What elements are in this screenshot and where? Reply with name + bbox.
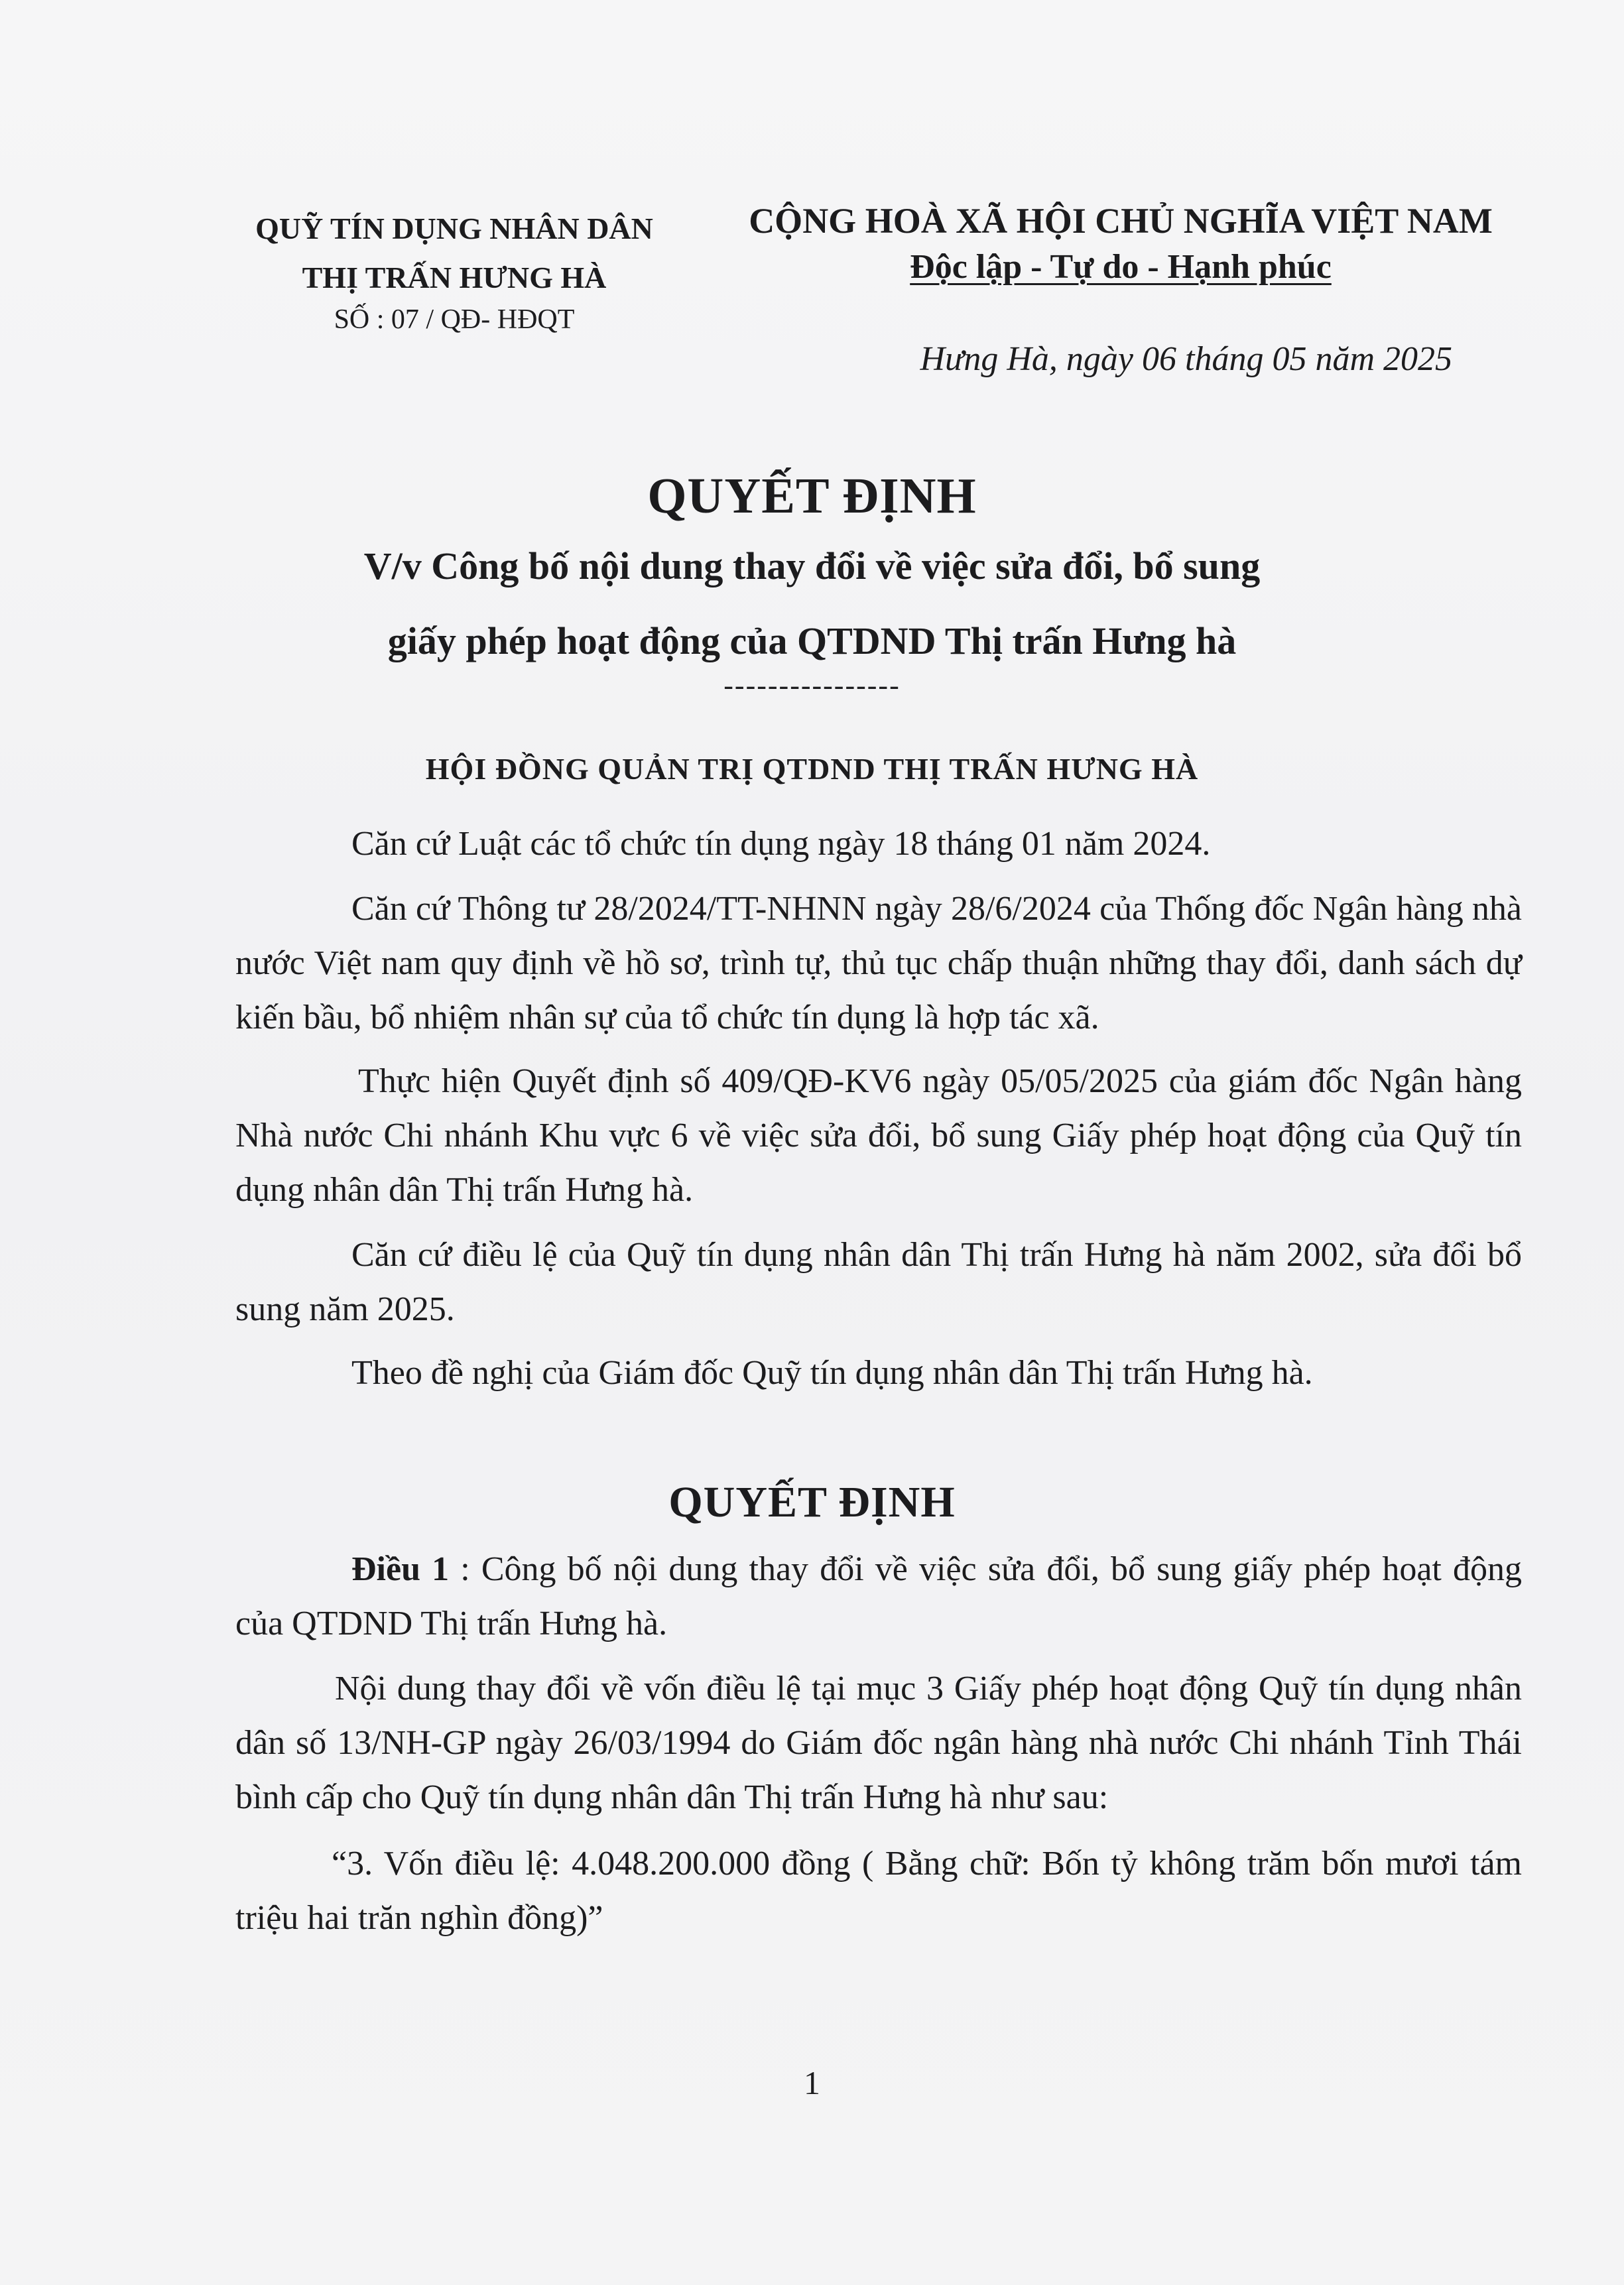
title-separator: ---------------- xyxy=(723,669,901,702)
page-number: 1 xyxy=(804,2064,820,2101)
article-1-text: : Công bố nội dung thay đổi về việc sửa đổi, bổ sung giấy phép hoạt động của QTDND Thị trấn Hưng hà. xyxy=(235,1550,1523,1642)
legal-basis-1: Căn cứ Luật các tổ chức tín dụng ngày 18 tháng 01 năm 2024. xyxy=(351,825,1211,863)
subject-line-1: V/v Công bố nội dung thay đổi về việc sửa đổi, bổ sung xyxy=(363,544,1261,587)
charter-capital: “3. Vốn điều lệ: 4.048.200.000 đồng ( Bằng chữ: Bốn tỷ không trăm bốn mươi tám triệu hai trăn nghìn đồng)” xyxy=(235,1845,1522,1937)
document-number: SỐ : 07 / QĐ- HĐQT xyxy=(334,304,575,335)
article-1-label: Điều 1 xyxy=(351,1550,450,1588)
issuer-location: THỊ TRẤN HƯNG HÀ xyxy=(302,261,607,294)
issuer-name: QUỸ TÍN DỤNG NHÂN DÂN xyxy=(255,212,653,245)
national-motto-text: Độc lập - Tự do - Hạnh phúc xyxy=(910,248,1332,286)
national-motto xyxy=(736,244,1505,290)
issuing-authority: HỘI ĐỒNG QUẢN TRỊ QTDND THỊ TRẤN HƯNG HÀ xyxy=(425,752,1199,786)
decision-heading: QUYẾT ĐỊNH xyxy=(668,1478,956,1526)
change-intro: Nội dung thay đổi về vốn điều lệ tại mục 3 Giấy phép hoạt động Quỹ tín dụng nhân dân số 13/NH-GP ngày 26/03/1994 do Giám đốc ngân hàng nhà nước Chi nhánh Tỉnh Thái bình cấp cho Quỹ tín dụng nhân dân Thị trấn Hưng hà như sau: xyxy=(235,1670,1522,1816)
document-title: QUYẾT ĐỊNH xyxy=(647,468,977,524)
issuer-block xyxy=(235,204,673,302)
legal-basis-4: Căn cứ điều lệ của Quỹ tín dụng nhân dân Thị trấn Hưng hà năm 2002, sửa đổi bổ sung năm 2025. xyxy=(235,1236,1522,1328)
legal-basis-5: Theo đề nghị của Giám đốc Quỹ tín dụng nhân dân Thị trấn Hưng hà. xyxy=(351,1354,1313,1392)
national-title: CỘNG HOÀ XÃ HỘI CHỦ NGHĨA VIỆT NAM xyxy=(749,201,1493,241)
legal-basis-3: Thực hiện Quyết định số 409/QĐ-KV6 ngày 05/05/2025 của giám đốc Ngân hàng Nhà nước Chi nhánh Khu vực 6 về việc sửa đổi, bổ sung Giấy phép hoạt động của Quỹ tín dụng nhân dân Thị trấn Hưng hà. xyxy=(235,1062,1522,1209)
place-and-date: Hưng Hà, ngày 06 tháng 05 năm 2025 xyxy=(920,340,1452,378)
legal-basis-2: Căn cứ Thông tư 28/2024/TT-NHNN ngày 28/6/2024 của Thống đốc Ngân hàng nhà nước Việt nam quy định về hồ sơ, trình tự, thủ tục chấp thuận những thay đổi, danh sách dự kiến bầu, bổ nhiệm nhân sự của tổ chức tín dụng là hợp tác xã. xyxy=(235,890,1522,1036)
article-1 xyxy=(235,1542,1522,1651)
subject-line-2: giấy phép hoạt động của QTDND Thị trấn Hưng hà xyxy=(387,619,1237,662)
